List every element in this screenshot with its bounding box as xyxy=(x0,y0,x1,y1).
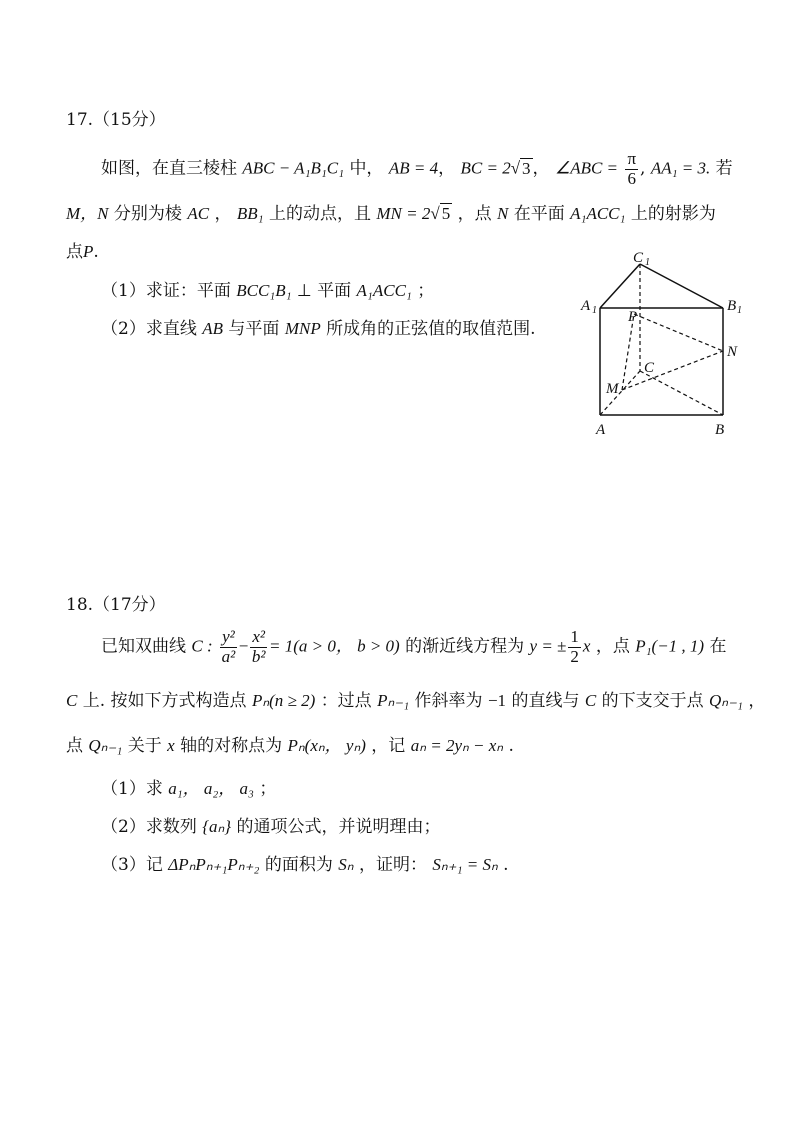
q17-angle-num: π xyxy=(627,149,637,168)
q17-angle-den: 6 xyxy=(627,168,636,188)
label-c1: C xyxy=(633,250,644,266)
q17-text: 所成角的正弦值的取值范围. xyxy=(326,319,536,339)
prism-figure xyxy=(578,248,758,438)
q18-asym-x: x xyxy=(582,636,591,656)
segment-m-p xyxy=(622,314,634,390)
label-c1-sub: 1 xyxy=(645,257,650,268)
q17-part1 xyxy=(101,282,434,300)
q17-text: 中， xyxy=(349,158,384,179)
q17-angle-fraction xyxy=(625,150,638,188)
q17-mn: MN = 2 xyxy=(376,204,431,223)
q18-text: ，证明： xyxy=(358,855,427,875)
q17-part2-label: （2）求直线 xyxy=(101,319,197,339)
q18-c2: C xyxy=(584,691,597,710)
label-m: M xyxy=(606,381,619,397)
q18-p1: P₁(−1 , 1) xyxy=(635,636,705,656)
q18-text: 已知双曲线 xyxy=(101,636,186,657)
q17-text: 上的射影为 xyxy=(630,204,716,224)
q17-line3 xyxy=(66,243,99,261)
q17-header: 17.（15分） xyxy=(66,110,166,130)
q18-x: x xyxy=(167,736,175,755)
q17-text: 平面 xyxy=(317,281,352,301)
q18-text: 的下支交于点 xyxy=(601,691,704,711)
q17-bb: BB₁ xyxy=(236,204,264,223)
q18-text: 点 xyxy=(66,736,83,756)
q18-sn: Sₙ xyxy=(338,855,354,874)
q17-mn-radicand: 5 xyxy=(441,204,451,223)
q17-part2 xyxy=(101,320,536,338)
q18-text: ，记 xyxy=(371,736,406,756)
q18-condition: = 1(a > 0， b > 0) xyxy=(268,636,400,656)
q18-text: 上. 按如下方式构造点 xyxy=(82,691,247,711)
q17-prism: ABC − A₁B₁C₁ xyxy=(242,158,345,178)
q18-frac-y-den: a² xyxy=(221,646,236,666)
q18-part2 xyxy=(101,818,441,836)
q18-part3 xyxy=(101,856,509,874)
q17-text: . xyxy=(93,242,99,262)
q18-text: ； xyxy=(259,779,277,799)
q18-pn: Pₙ(n ≥ 2) xyxy=(251,691,316,710)
q18-triangle: ΔPₙPₙ₊₁Pₙ₊₂ xyxy=(168,855,260,874)
label-b1-sub: 1 xyxy=(737,305,742,316)
q18-line1 xyxy=(101,628,727,666)
q17-text: 上的动点，且 xyxy=(268,204,371,224)
q17-line1: 如图，在直三棱柱 ABC − A₁B₁C₁ 中， AB = 4， BC = 2√ 3 ， ∠ABC = $\frac{\pi}{6}$ , AA₁ = 3. 若 xyxy=(101,149,733,188)
q17-aa: AA₁ = 3. xyxy=(650,158,711,178)
q18-text: 的渐近线方程为 xyxy=(405,636,525,657)
q18-frac-x-num: x² xyxy=(252,627,265,646)
q17-p: P xyxy=(83,242,94,261)
q18-text: . xyxy=(508,736,514,756)
q17-angle: ∠ABC = xyxy=(554,158,619,178)
q17-text: 在平面 xyxy=(513,204,565,224)
q18-header: 18.（17分） xyxy=(66,595,166,615)
q17-n: N xyxy=(497,204,509,223)
segment-p-n xyxy=(634,314,723,351)
q18-an-def: aₙ = 2yₙ − xₙ xyxy=(410,736,504,755)
q17-mn-vars: M，N xyxy=(66,204,109,223)
q17-text: ，点 xyxy=(457,204,492,224)
q18-part2-label: （2）求数列 xyxy=(101,817,197,837)
q18-c: C xyxy=(66,691,78,710)
q17-line2: M，N 分别为棱 AC ， BB₁ 上的动点，且 MN = 2√ 5 ，点 N 在平面 A₁ACC₁ 上的射影为 xyxy=(66,204,716,224)
q18-qn1: Qₙ₋₁ xyxy=(709,691,743,710)
q18-slope: −1 xyxy=(487,691,507,710)
label-c: C xyxy=(644,360,655,376)
q17-part1-label: （1）求证：平面 xyxy=(101,281,231,301)
q18-line3 xyxy=(66,737,514,755)
q17-mnp: MNP xyxy=(284,319,321,338)
label-b: B xyxy=(715,422,725,438)
q17-bc-radicand: 3 xyxy=(522,158,531,178)
q18-text: . xyxy=(503,855,509,875)
q18-curve-name: C : xyxy=(191,636,213,656)
label-a1-sub: 1 xyxy=(592,305,597,316)
q17-ab-line: AB xyxy=(202,319,224,338)
q18-text: 在 xyxy=(709,636,727,657)
q18-pn1: Pₙ₋₁ xyxy=(377,691,410,710)
q17-ac: AC xyxy=(187,204,210,223)
q18-a-vals: a₁， a₂， a₃ xyxy=(168,779,254,798)
q18-frac-half xyxy=(568,628,581,666)
q17-text: 与平面 xyxy=(228,319,280,339)
q18-qn1-b: Qₙ₋₁ xyxy=(88,736,123,755)
q18-part1 xyxy=(101,780,276,798)
q18-proof-eq: Sₙ₊₁ = Sₙ xyxy=(432,855,498,874)
q18-part1-label: （1）求 xyxy=(101,779,163,799)
q18-text: 作斜率为 xyxy=(414,691,483,711)
q17-text: 如图，在直三棱柱 xyxy=(101,158,237,179)
q17-text: 点 xyxy=(66,242,83,262)
q18-text: 关于 xyxy=(127,736,162,756)
q17-ab: AB = 4 xyxy=(388,158,439,178)
edge-c-b xyxy=(640,371,723,415)
q18-text: 的面积为 xyxy=(264,855,333,875)
q18-line2 xyxy=(66,692,765,710)
q18-frac-x xyxy=(250,628,267,666)
q17-text: ； xyxy=(417,281,435,301)
q18-minus: − xyxy=(238,636,249,656)
q18-text: 的通项公式，并说明理由； xyxy=(236,817,441,837)
label-a1: A xyxy=(581,298,591,314)
q18-text: 轴的对称点为 xyxy=(180,736,283,756)
q18-text: ，点 xyxy=(595,636,630,657)
q18-pn-coords: Pₙ(xₙ， yₙ) xyxy=(287,736,366,755)
edge-c1-b1 xyxy=(640,264,723,308)
q18-frac-x-den: b² xyxy=(251,646,266,666)
q17-plane2: A₁ACC₁ xyxy=(356,281,412,300)
q18-asym: y = ± xyxy=(529,636,567,656)
label-b1: B xyxy=(727,298,737,314)
q17-plane1: BCC₁B₁ xyxy=(236,281,292,300)
q17-text: 分别为棱 xyxy=(113,204,182,224)
edge-a1-c1 xyxy=(600,264,640,308)
q18-seq: {aₙ} xyxy=(202,817,232,836)
label-n: N xyxy=(727,344,738,360)
q17-text: 若 xyxy=(715,158,733,179)
q18-half-num: 1 xyxy=(570,627,579,646)
q17-text: ， xyxy=(214,204,232,224)
q17-perp: ⊥ xyxy=(296,281,312,300)
segment-m-n xyxy=(622,351,723,390)
q18-text: 的直线与 xyxy=(511,691,580,711)
q18-text: ， xyxy=(748,691,766,711)
q18-frac-y-num: y² xyxy=(222,627,235,646)
q17-bc: BC = 2 xyxy=(460,158,511,178)
q18-text: ：过点 xyxy=(320,691,372,711)
q18-frac-y xyxy=(220,628,237,666)
label-a: A xyxy=(596,422,606,438)
q17-plane: A₁ACC₁ xyxy=(570,204,626,223)
q18-half-den: 2 xyxy=(570,646,579,666)
label-p: P xyxy=(628,309,638,325)
q18-part3-label: （3）记 xyxy=(101,855,163,875)
